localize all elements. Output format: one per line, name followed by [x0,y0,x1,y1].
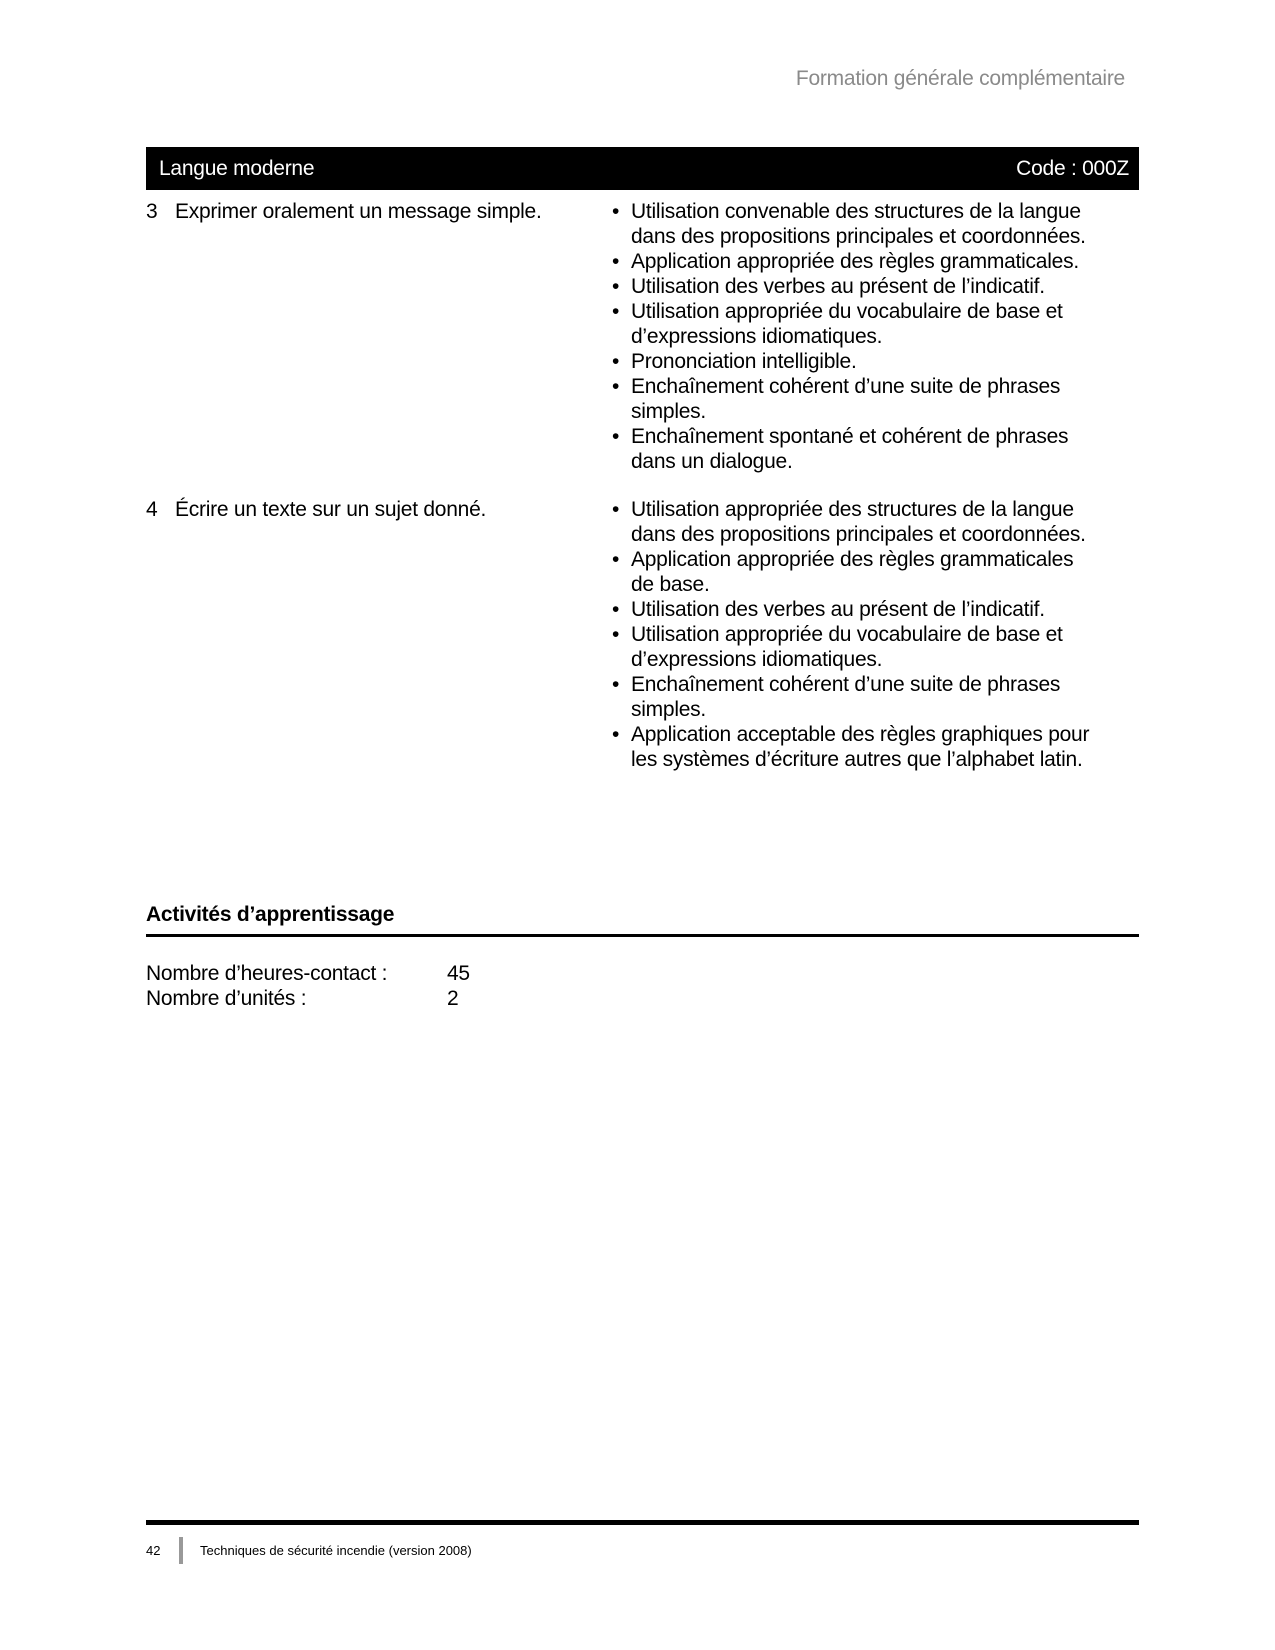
objectives-table [146,199,1139,795]
objective-number: 3 [146,200,158,223]
page-number: 42 [146,1543,161,1558]
criteria-list [612,497,1101,772]
criterion-item: • Application appropriée des règles grammaticales de base. [631,547,1101,597]
course-banner [146,147,1139,190]
criterion-item: • Application appropriée des règles grammaticales. [631,249,1101,274]
criterion-item: • Enchaînement cohérent d’une suite de phrases simples. [631,374,1101,424]
page-footer [146,1520,1139,1564]
objective-row-3 [146,199,1139,474]
activities-section [146,903,1139,1011]
criterion-item: • Enchaînement spontané et cohérent de phrases dans un dialogue. [631,424,1101,474]
activities-info [146,961,1139,1011]
objective-number: 4 [146,498,158,521]
objective-statement-cell [146,199,612,474]
criterion-item: • Prononciation intelligible. [631,349,1101,374]
course-code: Code : 000Z [1016,156,1129,180]
course-title: Langue moderne [159,156,315,180]
footer-divider [179,1537,183,1564]
hours-contact-value: 45 [447,962,470,985]
objective-statement: Écrire un texte sur un sujet donné. [175,498,487,521]
document-title: Techniques de sécurité incendie (version 2008) [200,1543,472,1558]
info-row-hours [146,961,1139,986]
criterion-item: • Application acceptable des règles graphiques pour les systèmes d’écriture autres que l’alphabet latin. [631,722,1101,772]
units-label: Nombre d’unités : [146,987,307,1010]
criteria-list [612,199,1101,474]
running-header: Formation générale complémentaire [795,67,1125,90]
criterion-item: • Utilisation convenable des structures de la langue dans des propositions principales et coordonnées. [631,199,1101,249]
units-value: 2 [447,987,459,1010]
criterion-item: • Utilisation des verbes au présent de l’indicatif. [631,597,1101,622]
objective-row-4 [146,497,1139,772]
objective-statement: Exprimer oralement un message simple. [175,200,542,223]
objective-statement-cell [146,497,612,772]
criterion-item: • Utilisation des verbes au présent de l’indicatif. [631,274,1101,299]
info-row-units [146,986,1139,1011]
activities-heading: Activités d’apprentissage [146,903,1139,937]
criterion-item: • Utilisation appropriée du vocabulaire de base et d’expressions idiomatiques. [631,622,1101,672]
criterion-item: • Utilisation appropriée des structures de la langue dans des propositions principales et coordonnées. [631,497,1101,547]
criterion-item: • Utilisation appropriée du vocabulaire de base et d’expressions idiomatiques. [631,299,1101,349]
hours-contact-label: Nombre d’heures-contact : [146,962,388,985]
criterion-item: • Enchaînement cohérent d’une suite de phrases simples. [631,672,1101,722]
footer-row [146,1537,1139,1564]
